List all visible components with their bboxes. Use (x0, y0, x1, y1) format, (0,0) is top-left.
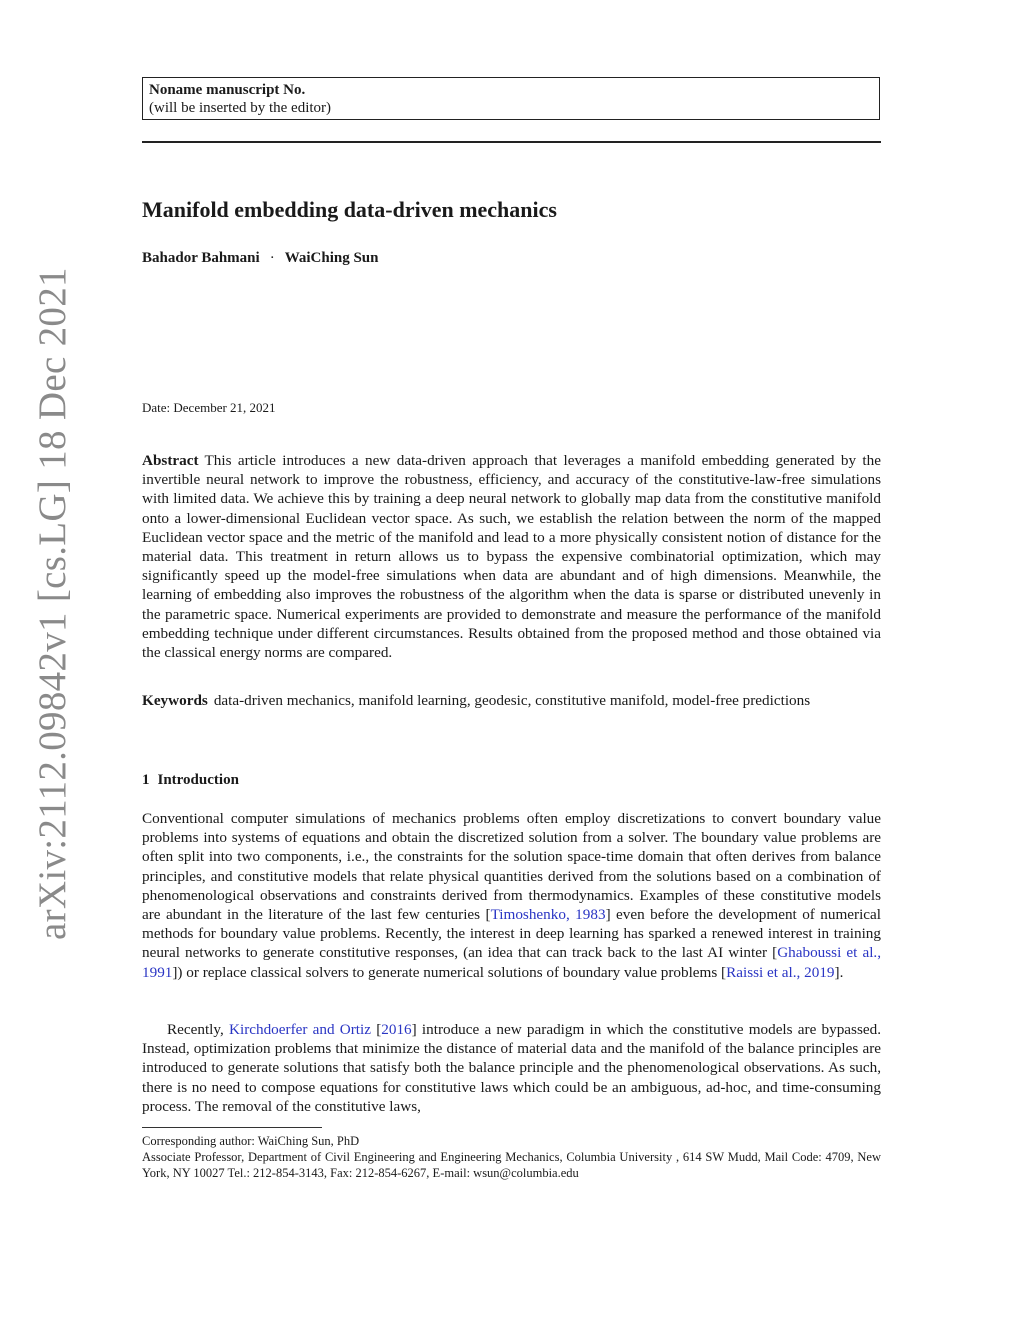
body-text: ]. (834, 963, 844, 981)
keywords-text: data-driven mechanics, manifold learning, geodesic, constitutive manifold, model-free predictions (213, 692, 811, 709)
paper-date: Date: December 21, 2021 (142, 400, 276, 415)
body-text: [ (370, 1021, 382, 1038)
section-number: 1 (142, 772, 150, 788)
body-text: Conventional computer simulations of mechanics problems often employ discretizations to convert boundary value problems into systems of equations and obtain the discretized solution from a solver. The boundary value problems are often split into two components, i.e., the constraints for the solution space-time domain that often derives from balance principles, and constitutive models that relate physical quantities derived from the solutions based on a combination of phenomenological observations and constraints derived from thermodynamics. Examples of these constitutive models are abundant in the literature of the last few centuries [ (142, 810, 881, 924)
body-text: ] introduce a new paradigm in which the constitutive models are bypassed. Instead, optimization problems that minimize the distance of material data and the manifold of the balance principles are introduced to generate solutions that satisfy both the balance principle and the phenomenological observations. As such, there is no need to compose equations for constitutive laws which could be an ambiguous, ad-hoc, and time-consuming process. The removal of the constitutive laws, (142, 1021, 881, 1115)
section-title: Introduction (157, 772, 239, 788)
body-text: ] even before the development of numerical methods for boundary value problems. Recently, the interest in deep learning has sparked a renewed interest in training neural networks to generate constitutive responses, (an idea that can track back to the last AI winter [ (142, 906, 881, 962)
arxiv-identifier-stamp: arXiv:2112.09842v1 [cs.LG] 18 Dec 2021 (31, 267, 74, 940)
intro-paragraph (142, 1020, 881, 1116)
body-text: ]) or replace classical solvers to generate numerical solutions of boundary value problems [ (172, 963, 727, 981)
citation-link[interactable]: Raissi et al., 2019 (726, 963, 835, 981)
abstract-label: Abstract (142, 452, 199, 469)
citation-link[interactable]: 2016 (381, 1021, 412, 1038)
editor-note: (will be inserted by the editor) (149, 100, 332, 116)
body-text: Recently, (167, 1021, 229, 1038)
abstract-text: This article introduces a new data-driven approach that leverages a manifold embedding generated by the invertible neural network to improve the robustness, efficiency, and accuracy of the constitutive-law-free simulations with limited data. We achieve this by training a deep neural network to globally map data from the constitutive manifold onto a lower-dimensional Euclidean vector space. As such, we establish the relation between the norm of the mapped Euclidean vector space and the metric of the manifold and lead to a more physically consistent notion of distance for the material data. This treatment in return allows us to bypass the expensive combinatorial optimization, which may significantly speed up the model-free simulations when data are abundant and of high dimensions. Meanwhile, the learning of embedding also improves the robustness of the algorithm when the data is sparse or distributed unevenly in the parametric space. Numerical experiments are provided to demonstrate and measure the performance of the manifold embedding technique under different circumstances. Results obtained from the proposed method and those obtained via the classical energy norms are compared. (142, 452, 881, 662)
abstract-paragraph (142, 451, 881, 662)
citation-link[interactable]: Timoshenko, 1983 (490, 906, 606, 924)
citation-link[interactable]: Kirchdoerfer and Ortiz (229, 1021, 371, 1038)
author-name: WaiChing Sun (284, 250, 379, 266)
author-list (142, 250, 379, 267)
author-separator: · (269, 250, 275, 266)
section-heading (142, 772, 239, 789)
intro-paragraph (142, 809, 881, 982)
author-name: Bahador Bahmani (142, 250, 260, 266)
footnote-affiliation: Associate Professor, Department of Civil Engineering and Engineering Mechanics, Columbia University , 614 SW Mudd, Mail Code: 4709, New York, NY 10027 Tel.: 212-854-3143, Fax: 212-854-6267, E-mail: wsun@columbia.edu (142, 1150, 881, 1180)
header-rule (142, 141, 881, 143)
citation-link[interactable]: Ghaboussi et al., 1991 (142, 944, 882, 981)
footnote-rule (142, 1127, 322, 1128)
keywords-paragraph (142, 691, 881, 710)
paper-title: Manifold embedding data-driven mechanics (142, 197, 557, 222)
keywords-label: Keywords (142, 692, 208, 709)
footnote-corresponding-author: Corresponding author: WaiChing Sun, PhD (142, 1134, 360, 1148)
manuscript-info-box (142, 77, 880, 120)
manuscript-number-label: Noname manuscript No. (149, 82, 306, 98)
